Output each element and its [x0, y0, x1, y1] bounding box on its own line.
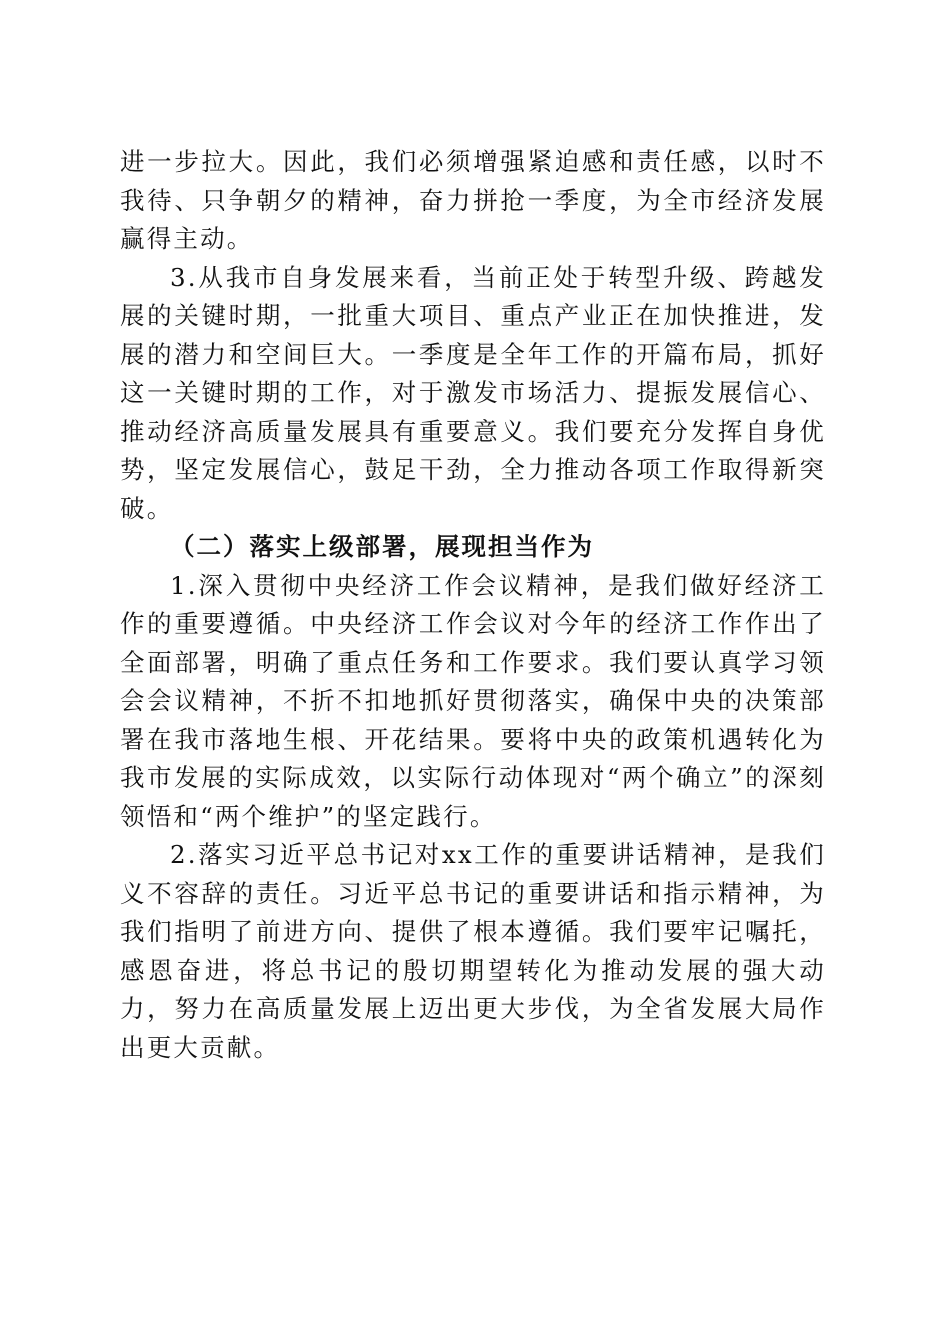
paragraph-point-2: 2.落实习近平总书记对xx工作的重要讲话精神，是我们义不容辞的责任。习近平总书记的重要讲话和指示精神，为我们指明了前进方向、提供了根本遵循。我们要牢记嘱托，感恩奋进，将总书记的殷切期望转化为推动发展的强大动力，努力在高质量发展上迈出更大步伐，为全省发展大局作出更大贡献。 [120, 840, 826, 1062]
paragraph-point-1: 1.深入贯彻中央经济工作会议精神，是我们做好经济工作的重要遵循。中央经济工作会议对今年的经济工作作出了全面部署，明确了重点任务和工作要求。我们要认真学习领会会议精神，不折不扣地抓好贯彻落实，确保中央的决策部署在我市落地生根、开花结果。要将中央的政策机遇转化为我市发展的实际成效，以实际行动体现对“两个确立”的深刻领悟和“两个维护”的坚定践行。 [120, 570, 826, 831]
paragraph-point-3: 3.从我市自身发展来看，当前正处于转型升级、跨越发展的关键时期，一批重大项目、重点产业正在加快推进，发展的潜力和空间巨大。一季度是全年工作的开篇布局，抓好这一关键时期的工作，对于激发市场活力、提振发展信心、推动经济高质量发展具有重要意义。我们要充分发挥自身优势，坚定发展信心，鼓足干劲，全力推动各项工作取得新突破。 [120, 262, 826, 523]
section-heading-2: （二）落实上级部署，展现担当作为 [170, 532, 594, 561]
paragraph-continuation: 进一步拉大。因此，我们必须增强紧迫感和责任感，以时不我待、只争朝夕的精神，奋力拼抢一季度，为全市经济发展赢得主动。 [120, 147, 826, 253]
document-body [120, 143, 826, 1067]
